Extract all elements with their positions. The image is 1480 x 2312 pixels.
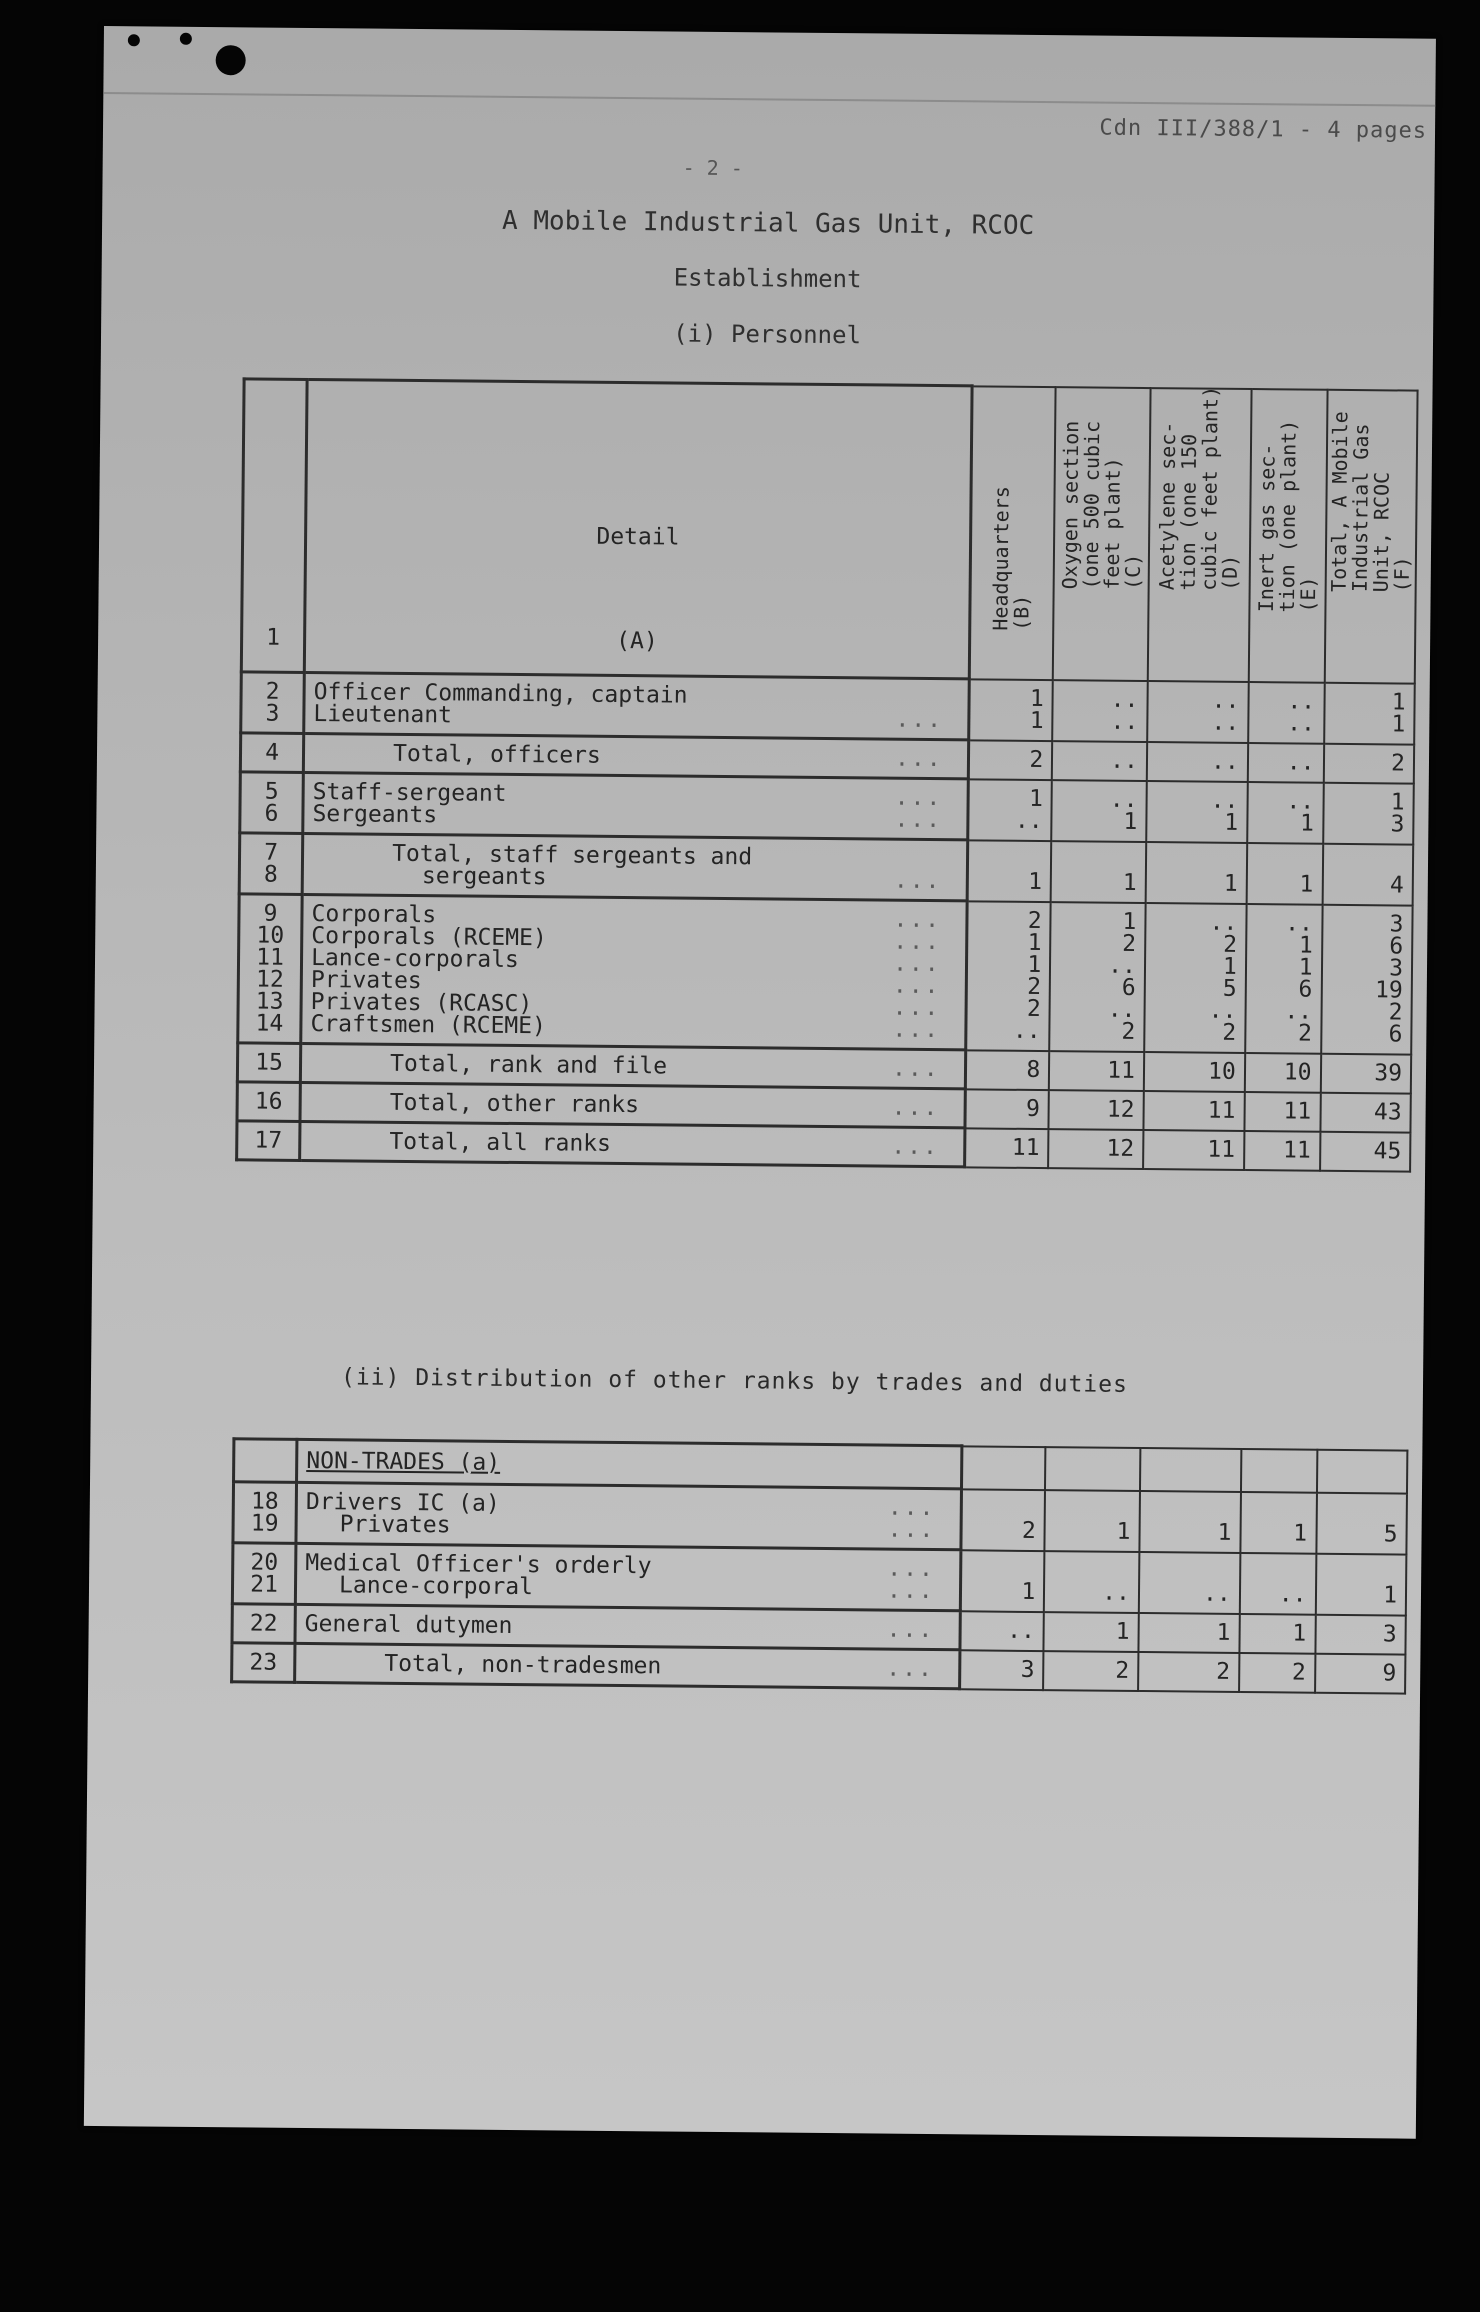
- cell-value: 2: [1122, 930, 1137, 957]
- cell-value: 3: [1389, 911, 1404, 938]
- cell-value: 11: [1011, 1134, 1040, 1162]
- detail-text: Total, rank and file ...: [390, 1050, 940, 1083]
- cell-value: 2: [1027, 907, 1042, 935]
- row-detail: [300, 1043, 965, 1088]
- cell-b: [967, 779, 1052, 841]
- cell-value: 3: [1390, 811, 1405, 838]
- cell-value: 1: [1299, 871, 1314, 898]
- cell-value: 12: [1106, 1096, 1135, 1123]
- cell-c: [1049, 1051, 1144, 1091]
- row-number-value: 14: [255, 1010, 284, 1037]
- cell-value: 1: [1390, 789, 1405, 816]
- row-number: [240, 772, 304, 834]
- cell-value: [1256, 851, 1314, 874]
- row-number: [232, 1543, 296, 1605]
- cell-value: ..: [1007, 1617, 1036, 1645]
- detail-text: Lance-corporals ...: [311, 945, 941, 978]
- cell-value: 9: [1382, 1660, 1397, 1687]
- cell-c: [1051, 841, 1146, 903]
- cell-e: [1245, 904, 1322, 1054]
- detail-text: Corporals (RCEME) ...: [311, 923, 942, 956]
- row-number-value: 22: [249, 1610, 278, 1637]
- row-number: [240, 733, 303, 773]
- leader-dots: ...: [891, 1133, 940, 1161]
- cell-value: 2: [1026, 995, 1041, 1023]
- cell-value: 1: [1293, 1520, 1308, 1547]
- row-detail: [304, 672, 969, 739]
- cell-d: [1144, 1052, 1245, 1092]
- cell-value: 1: [1298, 954, 1313, 981]
- cell-value: 1: [1216, 1619, 1231, 1646]
- cell-value: 1: [1028, 868, 1043, 896]
- detail-text: Drivers IC (a) ...: [305, 1489, 936, 1522]
- cell-b: [967, 840, 1052, 902]
- cell-c: [1049, 1090, 1144, 1130]
- cell-value: ..: [1287, 688, 1316, 715]
- cell-value: 1: [1122, 908, 1137, 935]
- non-trades-header: NON-TRADES (a): [297, 1439, 962, 1488]
- leader-dots: ...: [891, 1094, 940, 1122]
- cell-value: ..: [1285, 910, 1314, 937]
- cell-value: ..: [1109, 786, 1138, 813]
- cell-value: 6: [1298, 976, 1313, 1003]
- cell-c: [1052, 680, 1147, 742]
- row-number-value: 6: [264, 800, 279, 827]
- cell-value: ..: [1108, 952, 1137, 979]
- table-row: [238, 894, 1413, 1054]
- cell-value: 2: [1121, 1018, 1136, 1045]
- cell-value: 2: [1388, 999, 1403, 1026]
- row-number-value: 10: [256, 922, 285, 949]
- cell-value: 2: [1390, 750, 1406, 777]
- cell-value: 45: [1373, 1138, 1402, 1165]
- row-detail: [303, 733, 968, 778]
- cell-value: 1: [1029, 707, 1044, 735]
- cell-value: 3: [1389, 955, 1404, 982]
- row-number: [239, 833, 303, 895]
- cell-value: 1: [1122, 869, 1137, 896]
- cell-value: 11: [1207, 1097, 1236, 1124]
- row-detail: [302, 833, 967, 900]
- detail-text: Lance-corporal ...: [338, 1572, 935, 1605]
- row-number-value: 19: [250, 1510, 279, 1537]
- cell-value: 1: [1383, 1582, 1398, 1609]
- cell-f: [1320, 1131, 1411, 1171]
- cell-value: [1249, 1561, 1307, 1584]
- leader-dots: ...: [893, 906, 942, 934]
- cell-value: [1054, 1498, 1131, 1521]
- cell-e: [1247, 782, 1323, 844]
- row-number: [232, 1643, 295, 1683]
- cell-f: [1316, 1492, 1407, 1554]
- row-detail: [295, 1643, 960, 1688]
- row-number-value: 3: [265, 700, 280, 727]
- row-detail: [300, 1121, 965, 1166]
- cell-b: [960, 1611, 1044, 1651]
- col-header-inert-gas-section: Inert gas sec- tion (one plant) (E): [1249, 389, 1328, 683]
- cell-value: 11: [1283, 1098, 1312, 1125]
- cell-value: 6: [1388, 1021, 1403, 1048]
- table-row: [232, 1543, 1406, 1615]
- cell-value: 1: [1292, 1620, 1307, 1647]
- cell-d: [1147, 681, 1249, 743]
- cell-d: [1138, 1652, 1239, 1692]
- cell-value: ..: [1208, 997, 1237, 1024]
- cell-value: 1: [1027, 951, 1042, 979]
- col-header-headquarters: Headquarters (B): [969, 386, 1056, 680]
- punch-hole: [180, 33, 192, 45]
- cell-value: 10: [1283, 1059, 1312, 1086]
- row-detail: [300, 1082, 965, 1127]
- detail-text: Craftsmen (RCEME) ...: [310, 1011, 941, 1044]
- cell-value: 5: [1222, 975, 1237, 1002]
- cell-e: [1239, 1652, 1315, 1692]
- cell-value: ..: [1211, 687, 1240, 714]
- detail-text: Total, staff sergeants and: [392, 840, 753, 871]
- cell-value: 6: [1121, 974, 1136, 1001]
- cell-value: ..: [1110, 708, 1139, 735]
- leader-dots: ...: [886, 1577, 935, 1605]
- document-reference: Cdn III/388/1 - 4 pages: [1099, 115, 1428, 144]
- cell-value: ..: [1102, 1579, 1131, 1606]
- cell-value: 10: [1207, 1058, 1236, 1085]
- row-number-value: 16: [254, 1088, 283, 1115]
- row-number-value: 13: [255, 988, 284, 1015]
- row-number-value: 23: [249, 1649, 278, 1676]
- cell-e: [1240, 1491, 1316, 1553]
- row-number-value: 18: [250, 1488, 279, 1515]
- cell-d: [1146, 781, 1248, 843]
- row-detail: [295, 1604, 960, 1649]
- detail-text: Sergeants ...: [312, 801, 943, 834]
- leader-dots: ...: [892, 994, 941, 1022]
- row-detail: [295, 1543, 960, 1610]
- detail-text: Staff-sergeant ...: [312, 779, 943, 812]
- cell-f: [1324, 682, 1415, 744]
- cell-value: 12: [1106, 1135, 1135, 1162]
- col-header-acetylene-section: Acetylene sec- tion (one 150 cubic feet plant) (D): [1148, 388, 1252, 682]
- cell-c: [1052, 741, 1147, 781]
- cell-value: 11: [1282, 1137, 1311, 1164]
- row-number-value: 12: [255, 966, 284, 993]
- cell-c: [1044, 1551, 1139, 1613]
- cell-value: 2: [1297, 1020, 1313, 1047]
- cell-value: ..: [1211, 709, 1240, 736]
- detail-text: Total, other ranks ...: [389, 1089, 940, 1122]
- row-number: [237, 1121, 300, 1161]
- leader-dots: ...: [887, 1516, 936, 1544]
- document-heading: Establishment: [673, 263, 862, 294]
- punch-hole: [216, 45, 246, 75]
- cell-value: 2: [1223, 931, 1238, 958]
- detail-text: Officer Commanding, captain: [313, 679, 688, 709]
- cell-value: ..: [1278, 1581, 1307, 1608]
- cell-value: 3: [1020, 1656, 1035, 1684]
- cell-value: ..: [1107, 996, 1136, 1023]
- cell-f: [1323, 782, 1414, 844]
- cell-value: ..: [1286, 749, 1315, 776]
- cell-value: 8: [1026, 1056, 1041, 1084]
- cell-value: 2: [1222, 1019, 1237, 1046]
- cell-value: 1: [1029, 685, 1044, 713]
- cell-d: [1138, 1613, 1239, 1653]
- cell-b: [965, 901, 1051, 1051]
- cell-b: [959, 1650, 1043, 1690]
- cell-f: [1321, 904, 1413, 1054]
- cell-c: [1051, 780, 1146, 842]
- document-title: A Mobile Industrial Gas Unit, RCOC: [501, 205, 1035, 241]
- cell-value: [1053, 1559, 1130, 1582]
- cell-f: [1315, 1653, 1406, 1693]
- cell-value: ..: [1014, 807, 1043, 835]
- row-number-value: 9: [263, 900, 278, 927]
- cell-e: [1245, 1053, 1321, 1093]
- cell-value: 3: [1382, 1621, 1397, 1648]
- leader-dots: ...: [886, 1655, 935, 1683]
- cell-d: [1143, 1091, 1244, 1131]
- row-number: [241, 672, 305, 734]
- cell-value: [1060, 849, 1137, 872]
- cell-c: [1044, 1612, 1139, 1652]
- punch-hole: [128, 34, 140, 46]
- cell-value: 2: [1027, 973, 1042, 1001]
- cell-value: 1: [1217, 1519, 1232, 1546]
- cell-value: 1: [1115, 1618, 1130, 1645]
- cell-value: 2: [1216, 1658, 1231, 1685]
- cell-value: 2: [1115, 1657, 1130, 1684]
- row-number: [238, 894, 303, 1044]
- cell-c: [1045, 1490, 1140, 1552]
- cell-value: [970, 1497, 1036, 1520]
- cell-value: ..: [1286, 788, 1315, 815]
- leader-dots: ...: [887, 1555, 935, 1583]
- cell-b: [960, 1550, 1045, 1612]
- cell-value: [1149, 1499, 1232, 1522]
- leader-dots: ...: [893, 928, 942, 956]
- col-header-total: Total, A Mobile Industrial Gas Unit, RCOC (F): [1324, 389, 1417, 683]
- cell-value: 1: [1391, 711, 1406, 738]
- detail-text: Total, officers ...: [392, 740, 943, 773]
- cell-value: ..: [1012, 1017, 1041, 1045]
- leader-dots: ...: [886, 1616, 935, 1644]
- personnel-table: [235, 377, 1418, 1172]
- detail-text: Total, non-tradesmen ...: [384, 1650, 935, 1683]
- cell-value: 1: [1298, 932, 1313, 959]
- cell-f: [1323, 743, 1414, 783]
- document-page: [84, 26, 1436, 2139]
- detail-text: General dutymen ...: [304, 1611, 935, 1644]
- cell-e: [1248, 743, 1324, 783]
- table-row: [241, 672, 1415, 744]
- cell-value: 1: [1123, 808, 1138, 835]
- cell-e: [1240, 1552, 1316, 1614]
- row-number-value: 7: [264, 839, 279, 866]
- cell-value: 11: [1107, 1057, 1136, 1084]
- cell-b: [964, 1128, 1048, 1168]
- detail-text: sergeants ...: [421, 863, 942, 895]
- section-heading-personnel: (i) Personnel: [673, 319, 862, 350]
- cell-value: 1: [1027, 929, 1042, 957]
- table-header-row: [241, 379, 1417, 683]
- cell-value: 1: [1223, 870, 1238, 897]
- detail-text: Privates ...: [310, 967, 941, 1000]
- table-row: [239, 833, 1413, 905]
- leader-dots: ...: [891, 1055, 940, 1083]
- cell-f: [1320, 1092, 1411, 1132]
- row-number-value: 4: [265, 739, 280, 766]
- cell-d: [1144, 903, 1246, 1053]
- cell-value: 1: [1116, 1518, 1131, 1545]
- cell-f: [1315, 1553, 1406, 1615]
- cell-b: [968, 679, 1053, 741]
- detail-text: Privates (RCASC) ...: [310, 989, 941, 1022]
- cell-value: 5: [1383, 1521, 1398, 1548]
- cell-f: [1322, 843, 1413, 905]
- leader-dots: ...: [894, 784, 943, 812]
- row-number: [233, 1482, 297, 1544]
- cell-value: ..: [1284, 998, 1313, 1025]
- col-header-detail: Detail (A): [304, 379, 971, 678]
- row-detail: [301, 894, 967, 1049]
- detail-text: Corporals ...: [311, 901, 942, 934]
- cell-value: 1: [1391, 689, 1406, 716]
- cell-value: ..: [1209, 909, 1238, 936]
- cell-value: [970, 1558, 1036, 1581]
- cell-value: [1250, 1500, 1308, 1523]
- cell-f: [1320, 1053, 1411, 1093]
- row-number-value: 21: [250, 1571, 279, 1598]
- cell-value: [977, 848, 1043, 871]
- leader-dots: ...: [894, 745, 943, 773]
- cell-c: [1043, 1651, 1138, 1691]
- cell-value: [1325, 1501, 1398, 1524]
- cell-value: 39: [1374, 1060, 1403, 1087]
- leader-dots: ...: [887, 1494, 936, 1522]
- cell-value: 1: [1224, 809, 1239, 836]
- detail-text: Privates ...: [339, 1511, 936, 1544]
- cell-e: [1244, 1091, 1320, 1131]
- cell-value: 1: [1222, 953, 1237, 980]
- row-number-value: 11: [256, 944, 285, 971]
- row-number: [237, 1043, 300, 1083]
- fold-line: [103, 92, 1435, 107]
- section-heading-distribution: (ii) Distribution of other ranks by trades and duties: [340, 1364, 1129, 1398]
- cell-value: 2: [1029, 746, 1044, 774]
- cell-value: 19: [1374, 977, 1403, 1004]
- cell-value: 11: [1207, 1136, 1236, 1163]
- cell-value: 9: [1025, 1095, 1041, 1123]
- cell-d: [1146, 842, 1248, 904]
- cell-f: [1315, 1614, 1406, 1654]
- cell-c: [1048, 1129, 1143, 1169]
- cell-value: 2: [1021, 1517, 1036, 1545]
- cell-value: ..: [1210, 787, 1239, 814]
- col-header-number: 1: [241, 379, 307, 673]
- cell-d: [1139, 1552, 1241, 1614]
- cell-value: 6: [1389, 933, 1404, 960]
- cell-value: ..: [1287, 710, 1315, 737]
- col-header-oxygen-section: Oxygen section (one 500 cubic feet plant) (C): [1053, 387, 1150, 681]
- row-number-value: 17: [254, 1127, 283, 1154]
- distribution-table: [230, 1437, 1408, 1694]
- detail-text: Total, all ranks ...: [389, 1128, 940, 1161]
- cell-value: [1155, 850, 1238, 873]
- cell-value: ..: [1110, 747, 1138, 774]
- cell-value: 1: [1021, 1578, 1036, 1606]
- cell-value: ..: [1210, 748, 1239, 775]
- cell-c: [1049, 902, 1145, 1052]
- cell-value: 4: [1389, 872, 1404, 899]
- cell-b: [965, 1050, 1049, 1090]
- cell-value: ..: [1202, 1580, 1231, 1607]
- cell-d: [1147, 742, 1248, 782]
- leader-dots: ...: [893, 867, 942, 895]
- row-number-value: 8: [263, 861, 278, 888]
- cell-value: ..: [1110, 686, 1139, 713]
- cell-b: [965, 1089, 1049, 1129]
- cell-value: 43: [1373, 1099, 1402, 1126]
- cell-b: [968, 740, 1052, 780]
- cell-value: [1148, 1560, 1231, 1583]
- row-number: [237, 1082, 300, 1122]
- leader-dots: ...: [892, 972, 941, 1000]
- row-detail: [303, 772, 968, 839]
- cell-b: [961, 1489, 1046, 1551]
- cell-d: [1139, 1491, 1241, 1553]
- page-number: - 2 -: [682, 155, 743, 181]
- detail-text: Lieutenant ...: [313, 701, 944, 734]
- cell-e: [1244, 1130, 1320, 1170]
- row-number-value: 2: [265, 678, 280, 705]
- leader-dots: ...: [894, 806, 943, 834]
- row-number-value: 5: [264, 778, 279, 805]
- cell-e: [1246, 843, 1322, 905]
- row-number: [232, 1604, 295, 1644]
- cell-e: [1239, 1613, 1315, 1653]
- cell-e: [1248, 682, 1324, 744]
- leader-dots: ...: [895, 706, 944, 734]
- table-row: [240, 772, 1414, 844]
- cell-value: 2: [1291, 1659, 1306, 1686]
- cell-value: 1: [1028, 785, 1043, 813]
- detail-text: Medical Officer's orderly ...: [305, 1550, 935, 1583]
- row-number-value: 15: [255, 1049, 284, 1076]
- row-number-value: 20: [250, 1549, 279, 1576]
- cell-d: [1143, 1130, 1244, 1170]
- cell-value: 1: [1299, 810, 1315, 837]
- table-row: [233, 1482, 1407, 1554]
- row-detail: [296, 1482, 961, 1549]
- leader-dots: ...: [893, 950, 941, 978]
- leader-dots: ...: [892, 1016, 941, 1044]
- cell-value: [1331, 852, 1404, 875]
- cell-value: [1325, 1562, 1398, 1585]
